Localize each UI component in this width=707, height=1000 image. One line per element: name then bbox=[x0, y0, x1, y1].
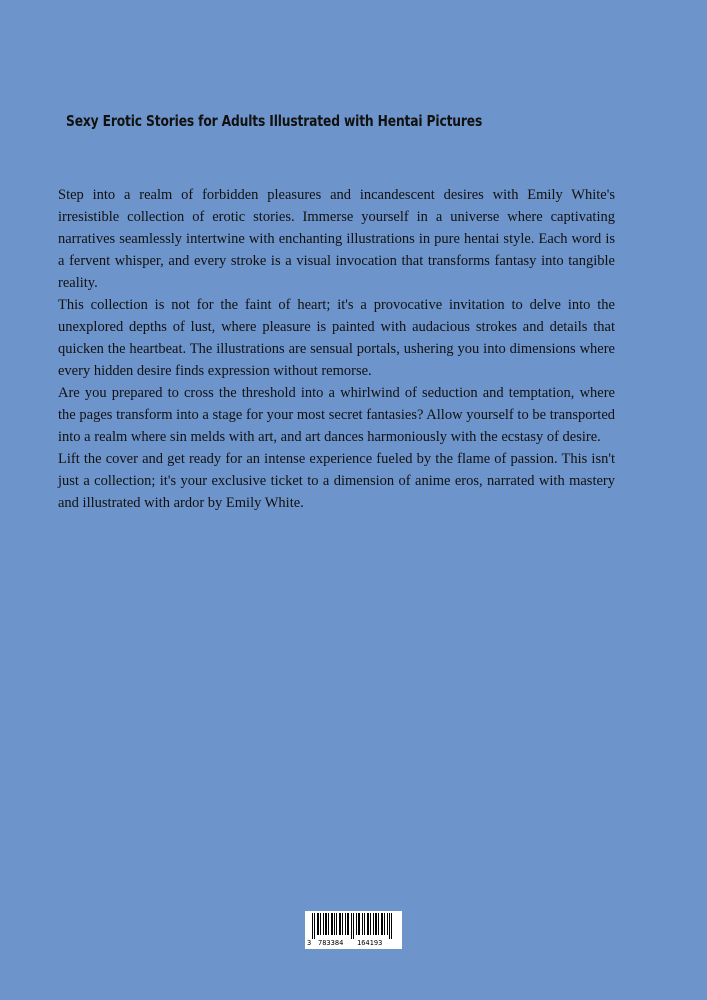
blurb-paragraph-1: Step into a realm of forbidden pleasures and incandescent desires with Emily White's irresistible collection of erotic stories. Immerse yourself in a universe where captivating narratives seamlessly intertwine with enchanting illustrations in pure hentai style. Each word is a fervent whisper, and every stroke is a visual invocation that transforms fantasy into tangible reality. bbox=[58, 187, 615, 291]
barcode-digits-right-group: 164193 bbox=[357, 939, 383, 947]
isbn-barcode bbox=[305, 911, 402, 949]
barcode-digits-left-group: 783384 bbox=[318, 939, 344, 947]
barcode-bars-icon bbox=[305, 911, 402, 939]
barcode-digits bbox=[305, 938, 402, 949]
blurb-text bbox=[58, 184, 615, 514]
blurb-paragraph-4: Lift the cover and get ready for an intense experience fueled by the flame of passion. This isn't just a collection; it's your exclusive ticket to a dimension of anime eros, narrated with mastery and illustrated with ardor by Emily White. bbox=[58, 451, 615, 511]
blurb-paragraph-2: This collection is not for the faint of heart; it's a provocative invitation to delve into the unexplored depths of lust, where pleasure is painted with audacious strokes and details that quicken the heartbeat. The illustrations are sensual portals, ushering you into dimensions where every hidden desire finds expression without remorse. bbox=[58, 297, 615, 379]
barcode-digit-prefix: 3 bbox=[307, 939, 312, 947]
blurb-paragraph-3: Are you prepared to cross the threshold into a whirlwind of seduction and temptation, where the pages transform into a stage for your most secret fantasies? Allow yourself to be transported into a realm where sin melds with art, and art dances harmoniously with the ecstasy of desire. bbox=[58, 385, 615, 445]
cover-title: Sexy Erotic Stories for Adults Illustrated with Hentai Pictures bbox=[66, 112, 483, 130]
